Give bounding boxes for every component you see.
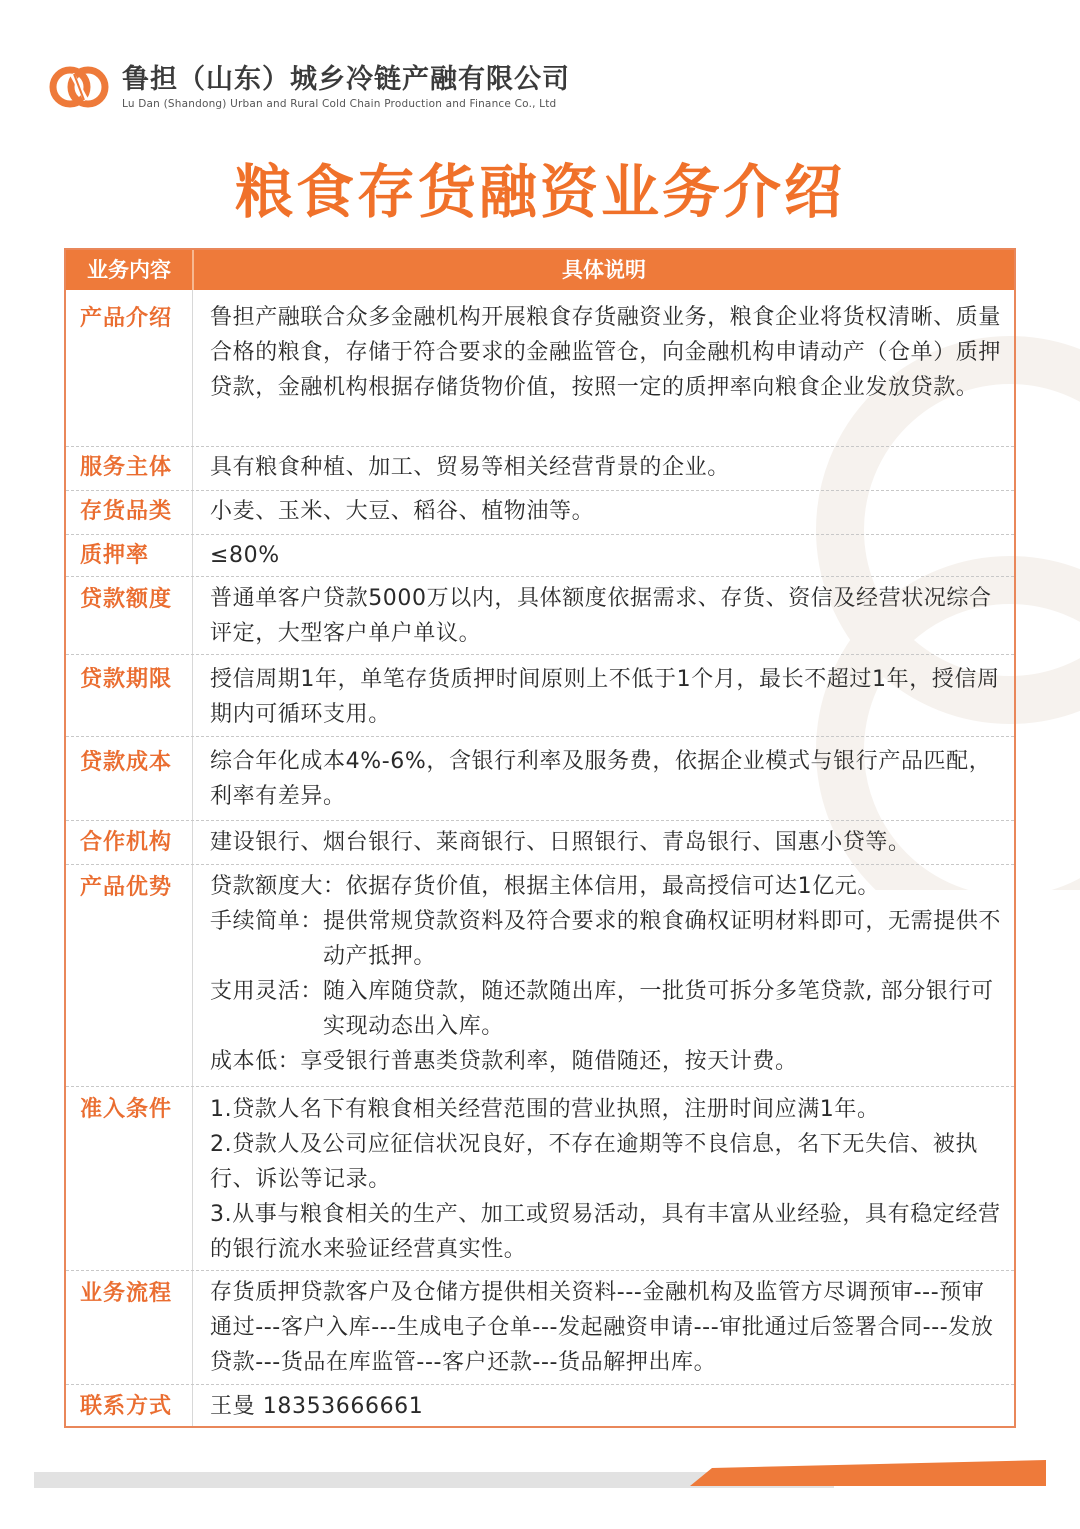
company-name-cn: 鲁担（山东）城乡冷链产融有限公司	[122, 64, 570, 95]
row-divider	[66, 820, 1014, 821]
advantage-key: 手续简单：	[210, 909, 324, 934]
row-divider	[66, 576, 1014, 577]
advantages-list	[210, 869, 1005, 1079]
advantage-item	[210, 974, 1005, 1044]
advantage-key: 支用灵活：	[210, 979, 324, 1004]
page-title: 粮食存货融资业务介绍	[234, 158, 845, 226]
header-business-content: 业务内容	[66, 250, 194, 290]
text-contact: 王曼 18353666661	[210, 1394, 424, 1419]
text-loan-term: 授信周期1年，单笔存货质押时间原则上不低于1个月，最长不超过1年，授信周期内可循环支用。	[210, 667, 1000, 727]
label-product-intro: 产品介绍	[80, 306, 173, 331]
row-divider	[66, 864, 1014, 865]
label-admission-conditions: 准入条件	[80, 1097, 173, 1122]
label-contact: 联系方式	[80, 1394, 173, 1419]
text-service-subject: 具有粮食种植、加工、贸易等相关经营背景的企业。	[210, 455, 730, 480]
text-inventory-category: 小麦、玉米、大豆、稻谷、植物油等。	[210, 499, 595, 524]
row-divider	[66, 1384, 1014, 1385]
advantage-key: 贷款额度大：	[210, 874, 346, 899]
label-inventory-category: 存货品类	[80, 499, 173, 524]
text-loan-amount: 普通单客户贷款5000万以内，具体额度依据需求、存货、资信及经营状况综合评定，大型客户单户单议。	[210, 586, 992, 646]
condition-item: 3.从事与粮食相关的生产、加工或贸易活动，具有丰富从业经验，具有稳定经营的银行流水来验证经营真实性。	[210, 1202, 1001, 1262]
row-divider	[66, 1270, 1014, 1271]
row-divider	[66, 534, 1014, 535]
label-service-subject: 服务主体	[80, 455, 173, 480]
row-divider	[66, 654, 1014, 655]
advantage-key: 成本低：	[210, 1049, 301, 1074]
text-business-process: 存货质押贷款客户及仓储方提供相关资料---金融机构及监管方尽调预审---预审通过---客户入库---生成电子仓单---发起融资申请---审批通过后签署合同---发放贷款---货品在库监管---客户还款---货品解押出库。	[210, 1280, 994, 1375]
advantage-item	[210, 1044, 1005, 1079]
text-partners: 建设银行、烟台银行、莱商银行、日照银行、青岛银行、国惠小贷等。	[210, 830, 911, 855]
footer-bar-orange	[690, 1460, 1046, 1486]
company-name-en: Lu Dan (Shandong) Urban and Rural Cold Chain Production and Finance Co., Ltd	[122, 98, 557, 110]
label-loan-amount: 贷款额度	[80, 587, 173, 612]
column-divider	[192, 290, 193, 1426]
label-partners: 合作机构	[80, 830, 173, 855]
condition-item: 2.贷款人及公司应征信状况良好，不存在逾期等不良信息，名下无失信、被执行、诉讼等记录。	[210, 1132, 978, 1192]
label-business-process: 业务流程	[80, 1281, 173, 1306]
label-loan-cost: 贷款成本	[80, 750, 173, 775]
advantage-value: 提供常规贷款资料及符合要求的粮食确权证明材料即可，无需提供不动产抵押。	[323, 909, 1002, 969]
row-divider	[66, 446, 1014, 447]
conditions-list	[210, 1092, 1005, 1267]
business-table	[64, 248, 1016, 1428]
text-loan-cost: 综合年化成本4%-6%，含银行利率及服务费，依据企业模式与银行产品匹配，利率有差异。	[210, 749, 992, 809]
header-details: 具体说明	[562, 258, 646, 282]
label-product-advantages: 产品优势	[80, 875, 173, 900]
table-header	[66, 250, 1014, 290]
label-pledge-rate: 质押率	[80, 543, 150, 568]
text-pledge-rate: ≤80%	[210, 543, 280, 568]
company-logo-icon	[48, 56, 110, 118]
condition-item: 1.贷款人名下有粮食相关经营范围的营业执照，注册时间应满1年。	[210, 1097, 880, 1122]
advantage-item	[210, 904, 1005, 974]
company-logo	[48, 56, 570, 118]
row-divider	[66, 1086, 1014, 1087]
advantage-item	[210, 869, 1005, 904]
row-divider	[66, 490, 1014, 491]
advantage-value: 享受银行普惠类贷款利率，随借随还，按天计费。	[300, 1049, 798, 1074]
row-divider	[66, 736, 1014, 737]
advantage-value: 依据存货价值，根据主体信用，最高授信可达1亿元。	[345, 874, 881, 899]
label-loan-term: 贷款期限	[80, 667, 173, 692]
text-product-intro: 鲁担产融联合众多金融机构开展粮食存货融资业务，粮食企业将货权清晰、质量合格的粮食，存储于符合要求的金融监管仓，向金融机构申请动产（仓单）质押贷款，金融机构根据存储货物价值，按照一定的质押率向粮食企业发放贷款。	[210, 305, 1002, 400]
advantage-value: 随入库随贷款，随还款随出库，一批货可拆分多笔贷款, 部分银行可实现动态出入库。	[323, 979, 994, 1039]
